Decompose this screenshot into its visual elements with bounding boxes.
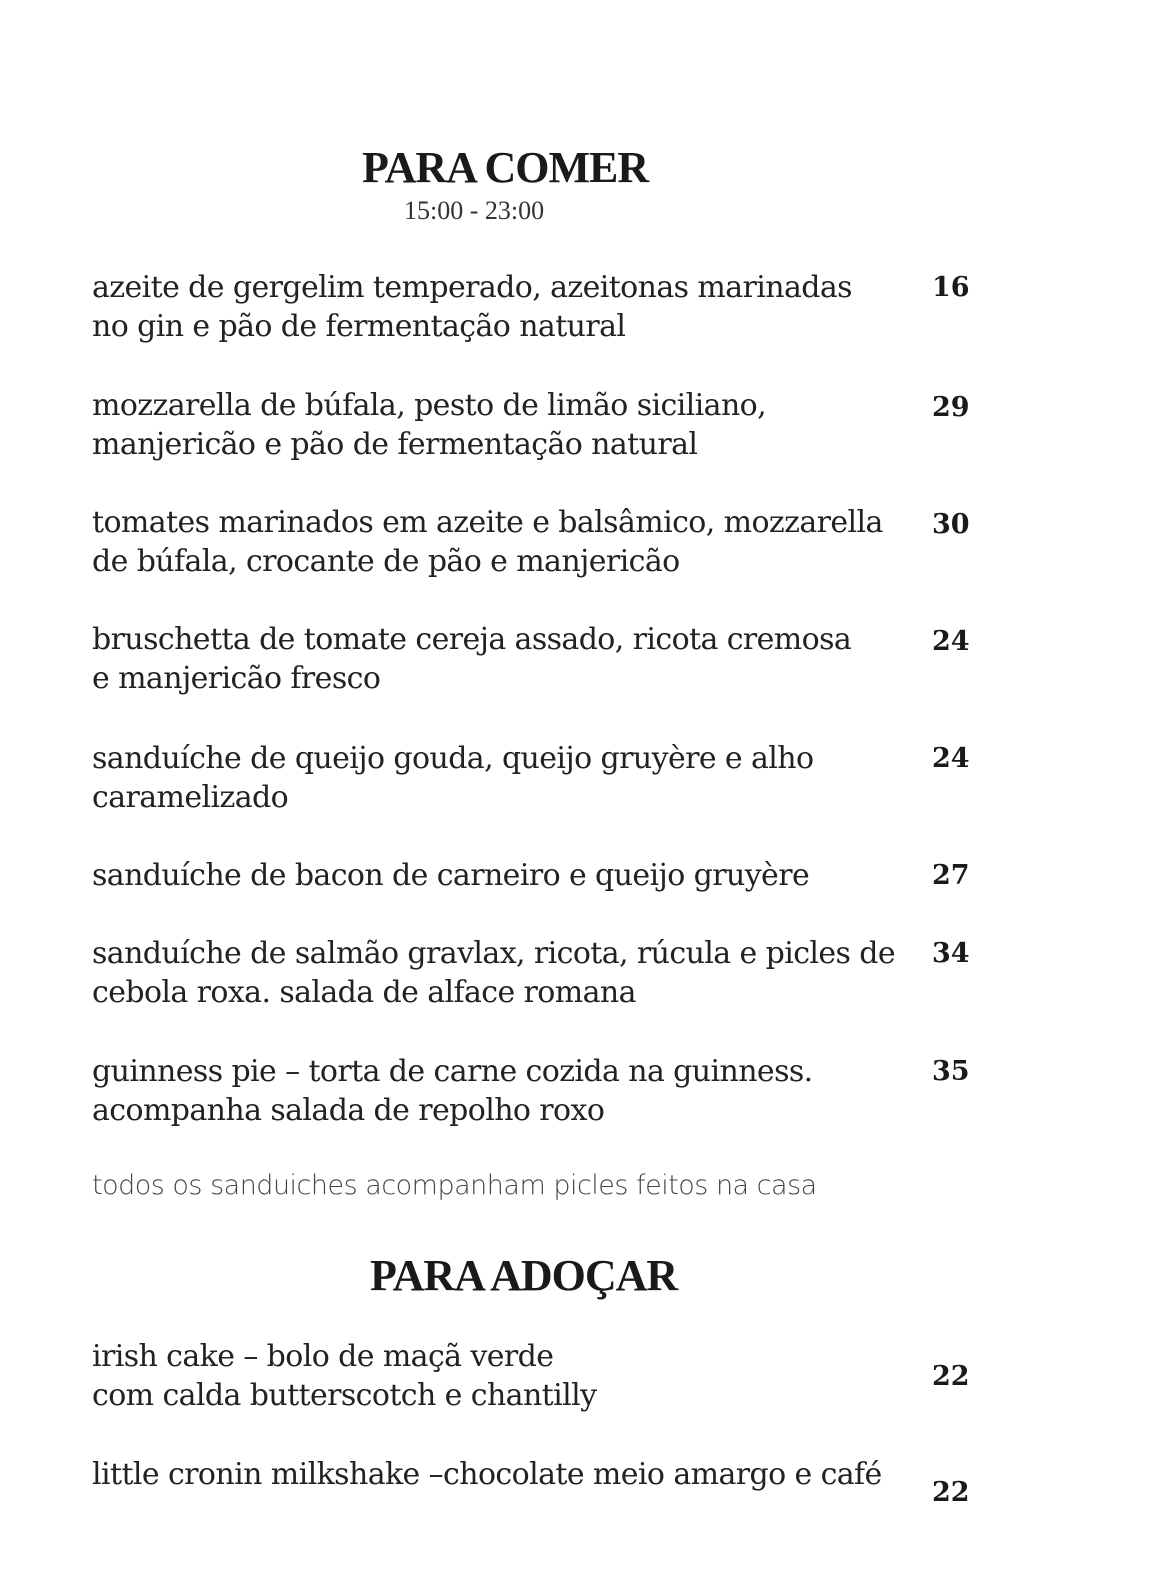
item-price: 24 — [932, 626, 970, 657]
section-title-para-adocar: PARA ADOÇAR — [370, 1251, 678, 1300]
item-description-line: tomates marinados em azeite e balsâmico, mozzarella — [92, 505, 883, 540]
opening-hours: 15:00 - 23:00 — [404, 196, 545, 225]
item-description — [92, 503, 902, 581]
item-description — [92, 1052, 902, 1130]
item-description-line: acompanha salada de repolho roxo — [92, 1093, 605, 1128]
item-description-line: caramelizado — [92, 780, 289, 815]
item-description-line: sanduíche de bacon de carneiro e queijo gruyère — [92, 858, 810, 893]
item-description — [92, 386, 902, 464]
item-price: 34 — [932, 938, 970, 969]
item-price: 29 — [932, 392, 970, 423]
item-description-line: manjericão e pão de fermentação natural — [92, 427, 698, 462]
item-description-line: little cronin milkshake –chocolate meio amargo e café — [92, 1457, 882, 1492]
item-description — [92, 934, 902, 1012]
item-description-line: e manjericão fresco — [92, 661, 381, 696]
item-description — [92, 268, 902, 346]
item-price: 22 — [932, 1361, 970, 1392]
item-price: 24 — [932, 743, 970, 774]
item-price: 22 — [932, 1477, 970, 1508]
item-description — [92, 739, 902, 817]
item-description-line: sanduíche de salmão gravlax, ricota, rúcula e picles de — [92, 936, 896, 971]
item-description-line: guinness pie – torta de carne cozida na guinness. — [92, 1054, 813, 1089]
item-description — [92, 1337, 902, 1415]
item-description-line: sanduíche de queijo gouda, queijo gruyère e alho — [92, 741, 814, 776]
item-price: 30 — [932, 509, 970, 540]
item-description-line: irish cake – bolo de maçã verde — [92, 1339, 554, 1374]
item-description-line: cebola roxa. salada de alface romana — [92, 975, 636, 1010]
item-description-line: com calda butterscotch e chantilly — [92, 1378, 597, 1413]
item-description — [92, 620, 902, 698]
item-description — [92, 856, 902, 895]
item-description-line: mozzarella de búfala, pesto de limão siciliano, — [92, 388, 767, 423]
section-title-para-comer: PARA COMER — [362, 143, 649, 192]
item-description-line: azeite de gergelim temperado, azeitonas marinadas — [92, 270, 852, 305]
item-description — [92, 1455, 902, 1494]
item-price: 35 — [932, 1056, 970, 1087]
item-price: 27 — [932, 860, 970, 891]
item-description-line: no gin e pão de fermentação natural — [92, 309, 626, 344]
item-price: 16 — [932, 272, 970, 303]
item-description-line: bruschetta de tomate cereja assado, ricota cremosa — [92, 622, 852, 657]
sandwich-note: todos os sanduiches acompanham picles feitos na casa — [92, 1170, 817, 1201]
item-description-line: de búfala, crocante de pão e manjericão — [92, 544, 680, 579]
